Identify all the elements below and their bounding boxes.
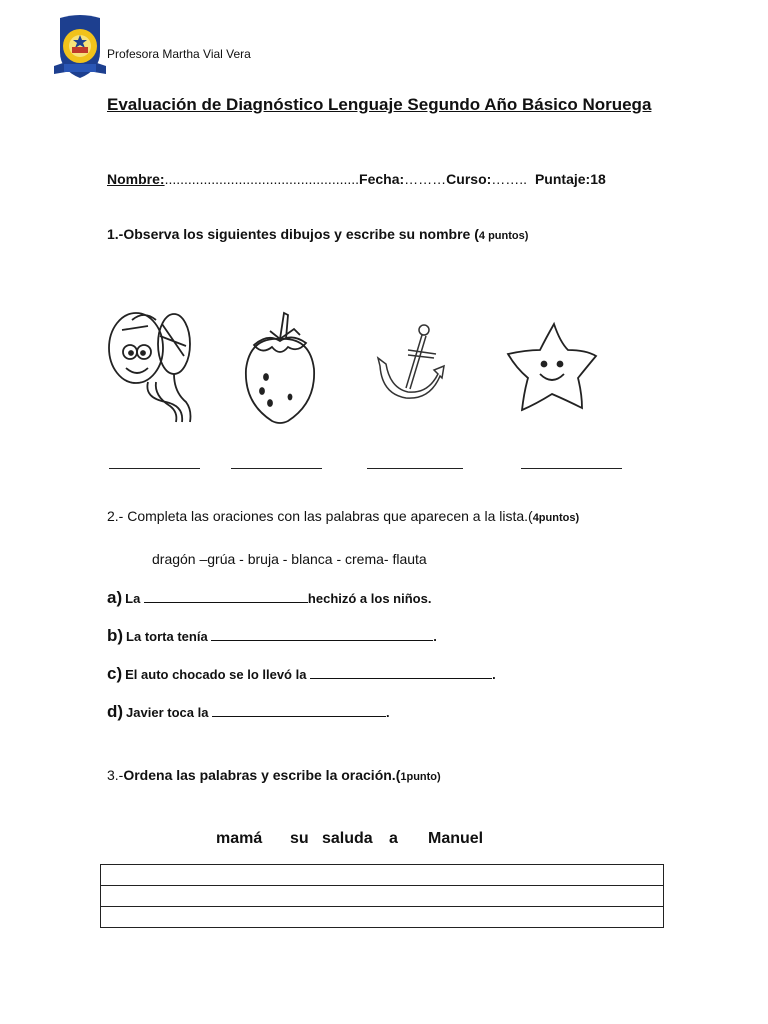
question-3-points: 1punto)	[400, 771, 441, 783]
scrambled-word: mamá	[216, 830, 263, 847]
fecha-dots: ………	[404, 171, 447, 187]
sentence-d-blank[interactable]	[212, 704, 386, 717]
question-1-points: 4 puntos)	[478, 230, 529, 242]
sentence-a	[107, 588, 431, 608]
writing-line-1[interactable]	[101, 865, 663, 886]
question-2-num: 2.- C	[107, 508, 138, 524]
sentence-a-after: hechizó a los niños.	[307, 591, 432, 606]
sentence-d-letter: d)	[107, 702, 124, 721]
question-3	[107, 767, 441, 783]
fecha-label: Fecha:	[359, 171, 405, 187]
question-1	[107, 226, 528, 242]
scrambled-word: a	[389, 830, 398, 847]
page-title: Evaluación de Diagnóstico Lenguaje Segundo Año Básico Noruega	[107, 95, 652, 114]
info-line	[107, 171, 606, 187]
answer-line-4[interactable]	[521, 468, 622, 470]
sentence-b-after: .	[433, 629, 437, 644]
sentence-a-letter: a)	[107, 588, 123, 607]
sentence-d-before: Javier toca la	[126, 705, 213, 720]
sentence-a-blank[interactable]	[144, 590, 308, 603]
writing-line-2[interactable]	[101, 886, 663, 907]
puntaje-label: Puntaje:18	[534, 171, 606, 187]
writing-grid	[100, 864, 664, 928]
sentence-c	[107, 664, 496, 684]
word-list: dragón –grúa - bruja - blanca - crema- flauta	[152, 551, 427, 567]
answer-line-1[interactable]	[109, 468, 200, 470]
sentence-c-blank[interactable]	[310, 666, 492, 679]
sentence-c-letter: c)	[107, 664, 123, 683]
scrambled-word: Manuel	[428, 830, 484, 847]
sentence-b	[107, 626, 437, 646]
answer-line-3[interactable]	[367, 468, 463, 470]
question-2-points: 4puntos)	[532, 512, 580, 524]
sentence-c-before: El auto chocado se lo llevó la	[125, 667, 311, 682]
scrambled-word: saluda	[322, 830, 373, 847]
writing-line-3[interactable]	[101, 907, 663, 928]
sentence-d	[107, 702, 390, 722]
school-logo-icon	[52, 12, 108, 82]
question-1-text: 1.-Observa los siguientes dibujos y escribe su nombre (	[107, 226, 479, 242]
nombre-dots: ..................................................	[164, 171, 360, 187]
sentence-d-after: .	[386, 705, 390, 720]
star-icon	[506, 320, 600, 417]
answer-line-2[interactable]	[231, 468, 322, 470]
curso-label: Curso:	[446, 171, 492, 187]
sentence-b-blank[interactable]	[211, 628, 433, 641]
nombre-label: Nombre:	[107, 171, 165, 187]
strawberry-icon	[240, 311, 320, 432]
curso-dots: ……..	[491, 171, 528, 187]
teacher-name: Profesora Martha Vial Vera	[107, 47, 251, 61]
sentence-b-letter: b)	[107, 626, 124, 645]
question-3-num: 3.-	[107, 767, 124, 783]
scrambled-word: su	[290, 830, 309, 847]
anchor-icon	[374, 322, 446, 411]
question-2-text: ompleta las oraciones con las palabras que aparecen a la lista.(	[137, 508, 533, 524]
sentence-c-after: .	[492, 667, 496, 682]
sentence-a-before: La	[125, 591, 144, 606]
question-3-text: Ordena las palabras y escribe la oración.(	[123, 767, 401, 783]
maracas-icon	[104, 306, 200, 431]
sentence-b-before: La torta tenía	[126, 629, 212, 644]
question-2	[107, 508, 579, 524]
